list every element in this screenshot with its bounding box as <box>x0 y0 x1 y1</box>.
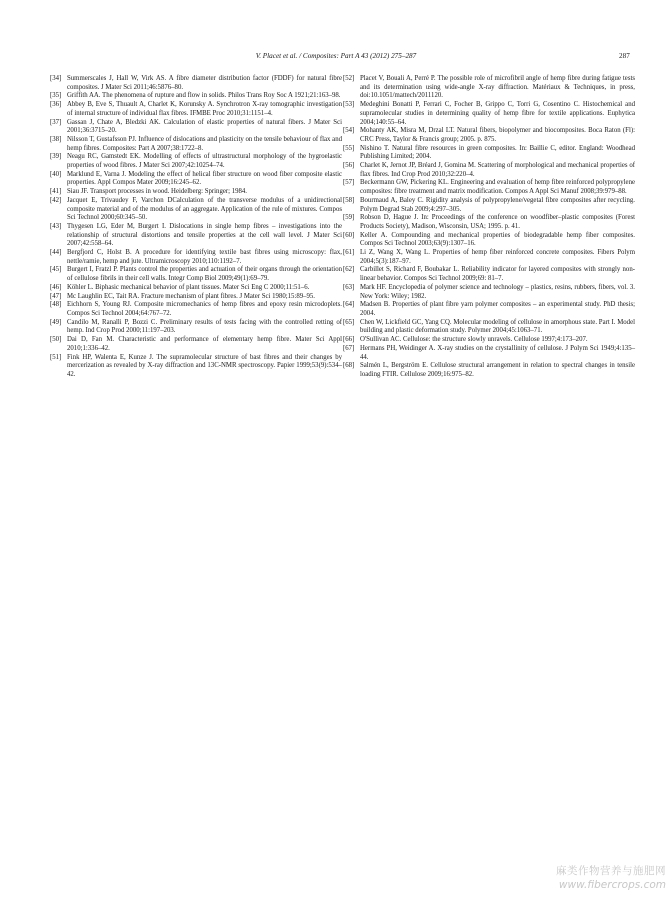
reference-entry <box>343 162 635 179</box>
reference-entry <box>343 336 635 345</box>
reference-entry <box>50 153 342 170</box>
reference-number: [43] <box>50 222 62 230</box>
reference-entry <box>50 336 342 353</box>
reference-entry <box>50 101 342 118</box>
reference-entry <box>50 266 342 283</box>
reference-entry <box>343 301 635 318</box>
reference-text: Beckermann GW, Pickering KL. Engineering and evaluation of hemp fibre reinforced polypropylene composites: fibre treatment and matrix modification. Compos A Appl Sci Manuf 2008;39:979–88. <box>360 179 635 196</box>
reference-entry <box>50 223 342 249</box>
reference-number: [57] <box>343 179 355 187</box>
reference-number: [51] <box>50 353 62 361</box>
reference-entry <box>50 293 342 302</box>
reference-text: Köhler L. Biphasic mechanical behavior of plant tissues. Mater Sci Eng C 2000;11:51–6. <box>67 283 310 291</box>
reference-text: Thygesen LG, Eder M, Burgert I. Dislocations in single hemp fibres – investigations into the relationship of structural distortions and tensile properties at the cell wall level. J Mater Sci 2007;42:558–64. <box>67 222 342 248</box>
watermark-url: www.fibercrops.com <box>558 879 666 891</box>
reference-column-left <box>50 75 342 380</box>
reference-number: [62] <box>343 266 355 274</box>
reference-number: [39] <box>50 153 62 161</box>
reference-number: [55] <box>343 144 355 152</box>
reference-number: [58] <box>343 196 355 204</box>
reference-entry <box>343 345 635 362</box>
reference-entry <box>343 232 635 249</box>
site-watermark <box>536 863 666 891</box>
reference-text: Salmén L, Bergström E. Cellulose structural arrangement in relation to spectral changes in tensile loading FTIR. Cellulose 2009;16:975–82. <box>360 362 635 378</box>
reference-entry <box>50 249 342 266</box>
reference-number: [68] <box>343 362 355 370</box>
reference-entry <box>343 266 635 283</box>
reference-entry <box>50 75 342 92</box>
reference-entry <box>343 284 635 301</box>
reference-entry <box>343 319 635 336</box>
reference-entry <box>50 136 342 153</box>
reference-text: Candilo M, Ranalli P, Bozzi C. Preliminary results of tests facing with the controlled retting of hemp. Ind Crop Prod 2000;11:197–203. <box>67 318 342 335</box>
reference-entry <box>343 214 635 231</box>
reference-column-right <box>343 75 635 380</box>
reference-number: [46] <box>50 283 62 291</box>
reference-entry <box>50 319 342 336</box>
watermark-title: 麻类作物营养与施肥网 <box>556 865 666 877</box>
reference-text: Fink HP, Walenta E, Kunze J. The supramolecular structure of bast fibres and their changes by mercerization as revealed by X-ray diffraction and 13C-NMR spectroscopy. Papier 1999;53(9):534–42. <box>67 353 342 378</box>
reference-entry <box>50 354 342 380</box>
reference-text: Burgert I, Fratzl P. Plants control the properties and actuation of their organs through the orientation of cellulose fibrils in their cell walls. Integr Comp Biol 2009;49(1):69–79. <box>67 266 342 283</box>
reference-text: Gassan J, Chate A, Bledzki AK. Calculation of elastic properties of natural fibers. J Mater Sci 2001;36:3715–20. <box>67 118 342 135</box>
running-header <box>0 52 672 64</box>
reference-text: Siau JF. Transport processes in wood. Heidelberg: Springer; 1984. <box>67 188 248 196</box>
reference-text: Medeghini Bonatti P, Ferrari C, Focher B, Grippo C, Torri G, Cosentino C. Histochemical and supramolecular studies in determining quality of hemp fibre for textile applications. Euphytica 2004;140:55–64. <box>360 101 635 126</box>
reference-number: [50] <box>50 336 62 344</box>
reference-number: [61] <box>343 249 355 257</box>
reference-text: Mark HF. Encyclopedia of polymer science and technology – plastics, resins, rubbers, fibers, vol. 3. New York: Wiley; 1982. <box>360 283 635 300</box>
reference-text: Neagu RC, Gamstedt EK. Modelling of effects of ultrastructural morphology of the hygroelastic properties of wood fibres. J Mater Sci 2007;42:10254–74. <box>67 153 342 170</box>
reference-number: [42] <box>50 196 62 204</box>
reference-number: [40] <box>50 170 62 178</box>
reference-number: [60] <box>343 231 355 239</box>
reference-number: [66] <box>343 336 355 344</box>
reference-text: Mc Laughlin EC, Tait RA. Fracture mechanism of plant fibres. J Mater Sci 1980;15:89–95. <box>67 292 316 300</box>
reference-number: [41] <box>50 188 62 196</box>
reference-number: [35] <box>50 92 62 100</box>
reference-entry <box>50 301 342 318</box>
page-number: 287 <box>619 52 630 60</box>
reference-text: Jacquet E, Trivaudey F, Varchon DCalculation of the transverse modulus of a unidirectional composite material and of the modulus of an aggregate. Application of the rule of mixtures. Compos Sci Technol 2000;60:345–50. <box>67 196 342 222</box>
reference-text: Madsen B. Properties of plant fibre yarn polymer composites – an experimental study. PhD thesis; 2004. <box>360 301 635 317</box>
reference-text: Eichhorn S, Young RJ. Composite micromechanics of hemp fibres and epoxy resin microdoplets. Compos Sci Technol 2004;64:767–72. <box>67 301 342 317</box>
reference-number: [48] <box>50 301 62 309</box>
reference-entry <box>343 101 635 127</box>
reference-text: Placet V, Bouali A, Perré P. The possible role of microfibril angle of hemp fibre during fatigue tests and its determination using wide-angle X-ray diffraction. Matériaux & Techniques, in press, doi:10.1051/mattech/2011120. <box>360 75 635 100</box>
reference-entry <box>343 75 635 101</box>
reference-entry <box>50 284 342 293</box>
reference-number: [64] <box>343 301 355 309</box>
reference-text: Mohanty AK, Misra M, Drzal LT. Natural fibers, biopolymer and biocomposites. Boca Raton (Fl): CRC Press, Taylor & Francis group; 2005. p. 875. <box>360 127 635 143</box>
reference-entry <box>343 362 635 379</box>
reference-text: Carbillet S, Richard F, Boubakar L. Reliability indicator for layered composites with strongly non-linear behavior. Compos Sci Technol 2009;69: 81–7. <box>360 266 635 283</box>
reference-entry <box>343 249 635 266</box>
reference-number: [65] <box>343 318 355 326</box>
reference-number: [67] <box>343 344 355 352</box>
reference-text: Li Z, Wang X, Wang L. Properties of hemp fiber reinforced concrete composites. Fibers Polym 2004;5(3):187–97. <box>360 249 635 265</box>
reference-text: Marklund E, Varna J. Modeling the effect of helical fiber structure on wood fiber composite elastic properties. Appl Compos Mater 2009;16:245–62. <box>67 170 342 187</box>
reference-entry <box>50 188 342 197</box>
reference-entry <box>50 119 342 136</box>
reference-number: [45] <box>50 266 62 274</box>
reference-text: Keller A. Compounding and mechanical properties of biodegradable hemp fiber composites. Compos Sci Technol 2003;63(9):1307–16. <box>360 231 635 248</box>
reference-number: [53] <box>343 101 355 109</box>
reference-text: Hermans PH, Weidinger A. X-ray studies on the crystallinity of cellulose. J Polym Sci 1949;4:135–44. <box>360 344 635 361</box>
reference-number: [59] <box>343 214 355 222</box>
reference-entry <box>50 171 342 188</box>
reference-entry <box>50 92 342 101</box>
reference-entry <box>343 197 635 214</box>
reference-text: Abbey B, Eve S, Thuault A, Charlet K, Korunsky A. Synchrotron X-ray tomographic investigation of internal structure of individual flax fibres. IFMBE Proc 2010;31:1151–4. <box>67 101 342 117</box>
reference-number: [47] <box>50 292 62 300</box>
reference-number: [49] <box>50 318 62 326</box>
reference-text: Nilsson T, Gustafsson PJ. Influence of dislocations and plasticity on the tensile behaviour of flax and hemp fibres. Composites: Part A 2007;38:1722–8. <box>67 135 342 152</box>
reference-number: [56] <box>343 162 355 170</box>
reference-number: [52] <box>343 75 355 82</box>
reference-text: Summerscales J, Hall W, Virk AS. A fibre diameter distribution factor (FDDF) for natural fibre composites. J Mater Sci 2011;46:5876–80. <box>67 75 342 91</box>
reference-entry <box>343 179 635 196</box>
reference-text: Robson D, Hague J. In: Proceedings of the conference on woodfiber–plastic composites (Forest Products Society), Madison, Wisconsin, USA; 1995. p. 41. <box>360 214 635 230</box>
reference-number: [37] <box>50 118 62 126</box>
reference-entry <box>343 127 635 144</box>
reference-number: [36] <box>50 101 62 109</box>
reference-text: Dai D, Fan M. Characteristic and performance of elementary hemp fibre. Mater Sci Appl 2010;1:336–42. <box>67 336 342 352</box>
reference-text: Charlet K, Jernot JP, Bréard J, Gomina M. Scattering of morphological and mechanical properties of flax fibres. Ind Crop Prod 2010;32:220–4. <box>360 162 635 178</box>
reference-number: [34] <box>50 75 62 82</box>
reference-number: [54] <box>343 127 355 135</box>
reference-entry <box>343 145 635 162</box>
reference-number: [44] <box>50 249 62 257</box>
reference-text: Bourmaud A, Baley C. Rigidity analysis of polypropylene/vegetal fibre composites after recycling. Polym Degrad Stab 2009;4:297–305. <box>360 196 635 213</box>
reference-text: Chen W, Lickfield GC, Yang CQ. Molecular modeling of cellulose in amorphous state. Part I. Model building and plastic deformation study. Polymer 2004;45:1063–71. <box>360 318 635 335</box>
reference-text: O'Sullivan AC. Cellulose: the structure slowly unravels. Cellulose 1997;4:173–207. <box>360 336 588 344</box>
reference-text: Nishino T. Natural fibre resources in green composites. In: Baillie C, editor. England: Woodhead Publishing Limited; 2004. <box>360 144 635 161</box>
journal-citation: V. Placet et al. / Composites: Part A 43 (2012) 275–287 <box>255 52 417 60</box>
reference-text: Griffith AA. The phenomena of rupture and flow in solids. Philos Trans Roy Soc A 1921;21:163–98. <box>67 92 341 100</box>
reference-text: Bergfjord C, Holst B. A procedure for identifying textile bast fibres using microscopy: flax, nettle/ramie, hemp and jute. Ultramicroscopy 2010;110:1192–7. <box>67 249 342 265</box>
reference-number: [63] <box>343 283 355 291</box>
reference-number: [38] <box>50 135 62 143</box>
reference-entry <box>50 197 342 223</box>
